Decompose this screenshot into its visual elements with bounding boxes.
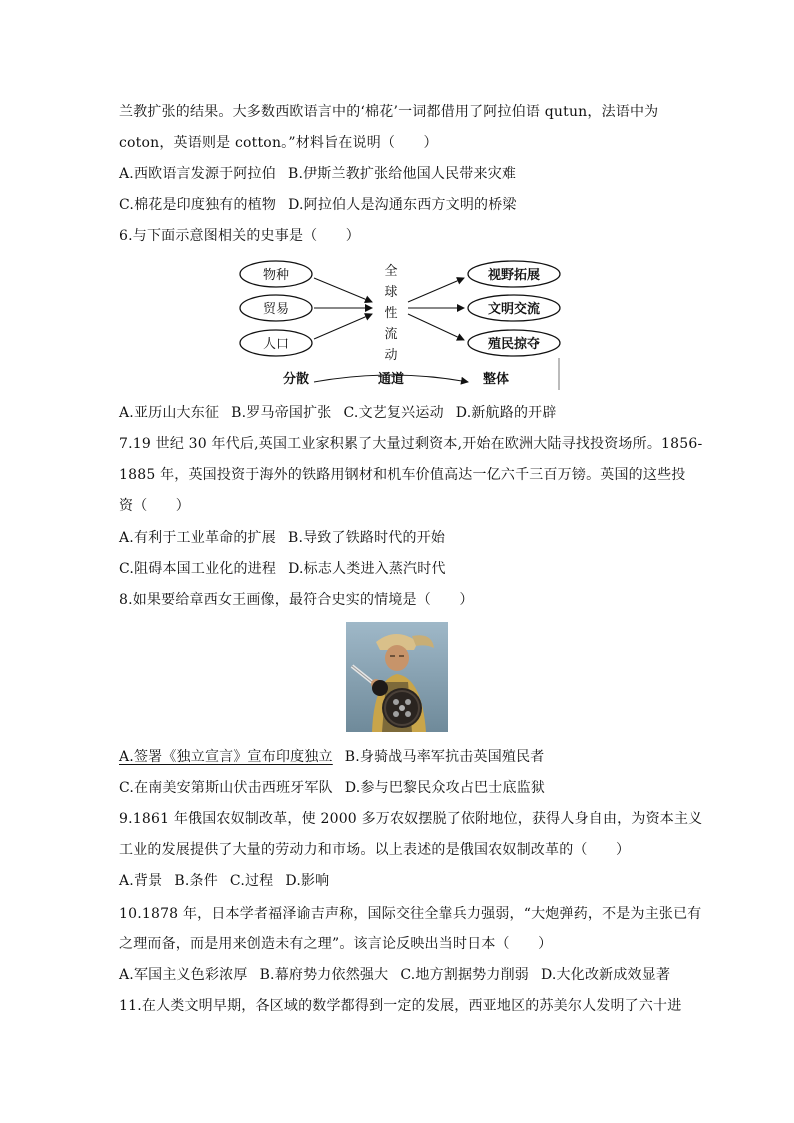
q9-option-d[interactable]: D.影响 — [285, 873, 330, 889]
q8-stem: 8.如果要给章西女王画像，最符合史实的情境是（ ） — [119, 592, 474, 608]
label-species: 物种 — [262, 268, 290, 283]
q5-options-row1 — [119, 164, 528, 184]
q10-stem-line1: 10.1878 年，日本学者福泽谕吉声称，国际交往全靠兵力强弱，“大炮弹药，不是为主张已有 — [119, 906, 702, 922]
q6-option-b[interactable]: B.罗马帝国扩张 — [231, 405, 332, 421]
q6-option-a[interactable]: A.亚历山大东征 — [119, 405, 220, 421]
q7-stem-line3: 资（ ） — [119, 498, 190, 514]
rani-portrait-image — [346, 622, 448, 732]
label-exchange: 文明交流 — [487, 302, 541, 317]
q5-option-d[interactable]: D.阿拉伯人是沟通东西方文明的桥梁 — [288, 197, 517, 213]
q7-options-row2 — [119, 559, 458, 579]
q10-option-c[interactable]: C.地方割据势力削弱 — [400, 967, 529, 983]
center-char-1: 全 — [384, 264, 398, 279]
q9-stem-line2: 工业的发展提供了大量的劳动力和市场。以上表述的是俄国农奴制改革的（ ） — [119, 842, 631, 858]
q8-options-row2 — [119, 778, 557, 798]
center-char-2: 球 — [384, 285, 398, 300]
center-char-5: 动 — [384, 348, 398, 363]
label-channel: 通道 — [377, 372, 405, 387]
q5-option-b[interactable]: B.伊斯兰教扩张给他国人民带来灾难 — [287, 166, 517, 182]
label-plunder: 殖民掠夺 — [487, 337, 541, 352]
label-whole: 整体 — [482, 372, 510, 387]
q8-options-row1 — [119, 747, 557, 767]
label-vision: 视野拓展 — [487, 268, 541, 283]
q9-options — [119, 871, 341, 891]
q7-options-row1 — [119, 528, 457, 548]
q10-stem-line2: 之理而备，而是用来创造未有之理”。该言论反映出当时日本（ ） — [119, 936, 553, 952]
q8-option-c[interactable]: C.在南美安第斯山伏击西班牙军队 — [119, 780, 333, 796]
q10-option-d[interactable]: D.大化改新成效显著 — [540, 967, 671, 983]
q7-stem-line1: 7.19 世纪 30 年代后,英国工业家积累了大量过剩资本,开始在欧洲大陆寻找投资场所。1856- — [119, 436, 703, 452]
label-population: 人口 — [262, 337, 290, 352]
q5-option-a[interactable]: A.西欧语言发源于阿拉伯 — [119, 166, 276, 182]
q8-option-b[interactable]: B.身骑战马率军抗击英国殖民者 — [344, 749, 545, 765]
q7-option-c[interactable]: C.阻碍本国工业化的进程 — [119, 561, 277, 577]
q10-option-a[interactable]: A.军国主义色彩浓厚 — [119, 967, 248, 983]
diagram-svg — [234, 254, 564, 394]
q9-option-c[interactable]: C.过程 — [229, 873, 274, 889]
q8-option-d[interactable]: D.参与巴黎民众攻占巴士底监狱 — [344, 780, 546, 796]
q6-stem: 6.与下面示意图相关的史事是（ ） — [119, 228, 360, 244]
q6-option-d[interactable]: D.新航路的开辟 — [455, 405, 557, 421]
q5-options-row2 — [119, 195, 529, 215]
q6-option-c[interactable]: C.文艺复兴运动 — [343, 405, 444, 421]
q9-option-a[interactable]: A.背景 — [119, 873, 163, 889]
q10-options — [119, 965, 682, 985]
q7-option-b[interactable]: B.导致了铁路时代的开始 — [287, 530, 446, 546]
q11-stem-line1: 11.在人类文明早期，各区域的数学都得到一定的发展，西亚地区的苏美尔人发明了六十进 — [119, 998, 682, 1014]
q10-option-b[interactable]: B.幕府势力依然强大 — [259, 967, 389, 983]
q5-stem-line1: 兰教扩张的结果。大多数西欧语言中的‘棉花’一词都借用了阿拉伯语 qutun，法语中为 — [119, 104, 659, 120]
center-char-4: 流 — [384, 327, 398, 342]
q5-stem-line2: coton，英语则是 cotton。”材料旨在说明（ ） — [119, 135, 438, 151]
q7-stem-line2: 1885 年，英国投资于海外的铁路用钢材和机车价值高达一亿六千三百万镑。英国的这些投 — [119, 467, 686, 483]
q5-option-c[interactable]: C.棉花是印度独有的植物 — [119, 197, 277, 213]
q6-options — [119, 403, 569, 423]
label-dispersed: 分散 — [282, 372, 310, 387]
center-char-3: 性 — [384, 306, 398, 321]
q9-stem-line1: 9.1861 年俄国农奴制改革，使 2000 多万农奴摆脱了依附地位，获得人身自由，为资本主义 — [119, 811, 703, 827]
global-flow-diagram — [234, 254, 564, 394]
q9-option-b[interactable]: B.条件 — [174, 873, 218, 889]
q7-option-a[interactable]: A.有利于工业革命的扩展 — [119, 530, 276, 546]
q7-option-d[interactable]: D.标志人类进入蒸汽时代 — [288, 561, 446, 577]
label-trade: 贸易 — [262, 302, 290, 317]
q8-option-a[interactable]: A.签署《独立宣言》宣布印度独立 — [119, 749, 333, 765]
